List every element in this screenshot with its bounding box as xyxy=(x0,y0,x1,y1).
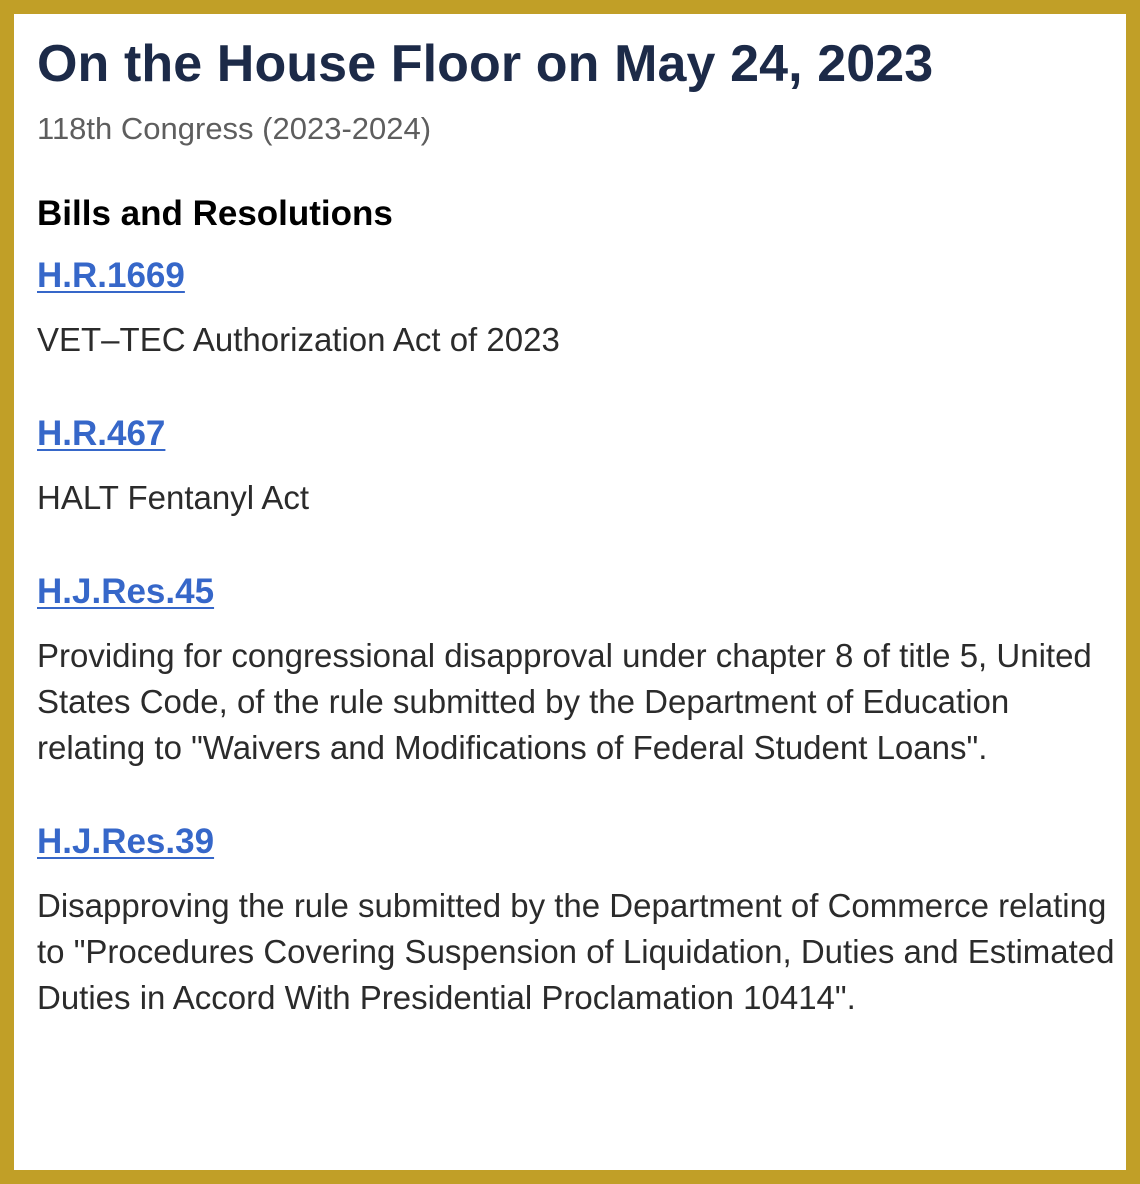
bill-item xyxy=(37,571,1116,771)
section-heading: Bills and Resolutions xyxy=(37,194,393,233)
congress-subtitle: 118th Congress (2023-2024) xyxy=(37,111,432,146)
bill-item xyxy=(37,413,1116,521)
page-title: On the House Floor on May 24, 2023 xyxy=(37,35,934,93)
bill-title: HALT Fentanyl Act xyxy=(37,479,310,516)
bill-title: Providing for congressional disapproval under chapter 8 of title 5, United States Code, of the rule submitted by the Department of Education relating to "Waivers and Modifications of Federal Student Loans". xyxy=(37,637,1092,766)
bill-item xyxy=(37,821,1116,1021)
content-area xyxy=(37,34,1116,1071)
bill-title: Disapproving the rule submitted by the Department of Commerce relating to "Procedures Covering Suspension of Liquidation, Duties and Estimated Duties in Accord With Presidential Proclamation 10414". xyxy=(37,887,1115,1016)
bill-item xyxy=(37,255,1116,363)
bill-link-hr467[interactable]: H.R.467 xyxy=(37,414,166,453)
bill-link-hr1669[interactable]: H.R.1669 xyxy=(37,256,185,295)
bill-title: VET–TEC Authorization Act of 2023 xyxy=(37,321,560,358)
bill-list xyxy=(37,255,1116,1021)
bill-link-hjres39[interactable]: H.J.Res.39 xyxy=(37,822,215,861)
bill-link-hjres45[interactable]: H.J.Res.45 xyxy=(37,572,215,611)
